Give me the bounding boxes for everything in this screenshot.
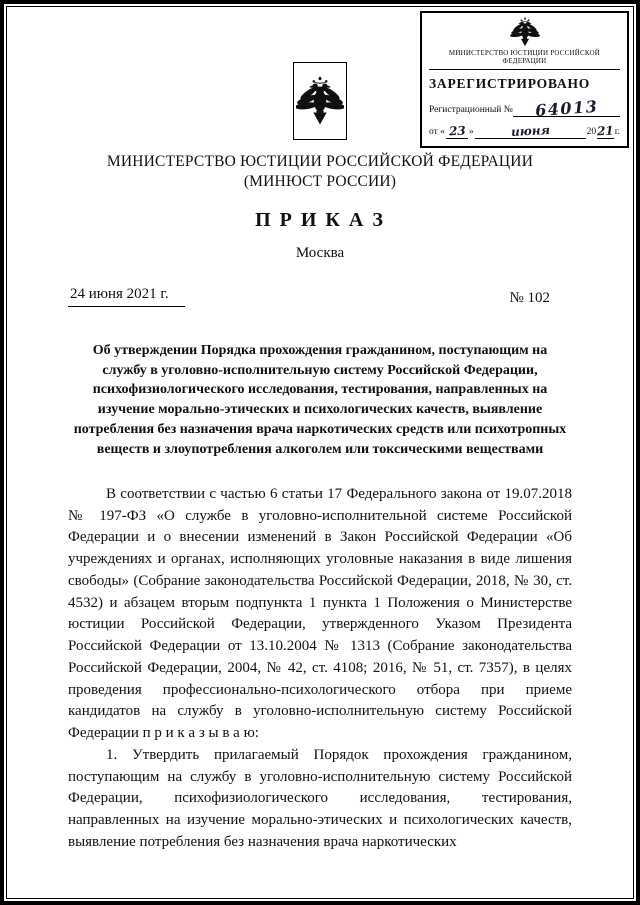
coat-of-arms-icon [508, 17, 542, 47]
ministry-name-line1: МИНИСТЕРСТВО ЮСТИЦИИ РОССИЙСКОЙ ФЕДЕРАЦИИ [106, 153, 534, 170]
stamp-date-close-quote: » [468, 127, 474, 137]
order-number: № 102 [509, 289, 550, 306]
stamp-registration-number-row [429, 96, 620, 121]
registration-stamp [420, 11, 629, 148]
stamp-date-day-handwritten: 23 [448, 123, 466, 139]
body-paragraph: 1. Утвердить прилагаемый Порядок прохождения гражданином, поступающим на службу в уголовно-исполнительную систему Российской Федерации, психофизиологического исследования, тестирования, направленных на изучение морально-этических и психологических качеств, выявление потребления без назначения врача наркотических [68, 746, 572, 850]
stamp-ministry-name: МИНИСТЕРСТВО ЮСТИЦИИ РОССИЙСКОЙ ФЕДЕРАЦИИ [429, 47, 620, 70]
date-number-row [68, 286, 572, 307]
registration-number-label: Регистрационный № [429, 105, 513, 115]
stamp-date-row [429, 124, 620, 139]
letterhead-emblem-box [293, 62, 347, 140]
stamp-date-month-handwritten: июня [510, 122, 550, 140]
registration-number-handwritten: 64013 [534, 96, 599, 121]
ministry-name-line2: (МИНЮСТ РОССИИ) [243, 172, 397, 190]
order-subject-title: Об утверждении Порядка прохождения гражданином, поступающим на службу в уголовно-исполнительную систему Российской Федерации, психофизиологического исследования, тестирования, направленных на изучение морально-этических и психологических качеств, выявление потребления без назначения врача наркотических средств или психотропных веществ и злоупотребления алкоголем или токсическими веществами [73, 342, 567, 458]
body-paragraph: В соответствии с частью 6 статьи 17 Федерального закона от 19.07.2018 № 197-ФЗ «О службе в уголовно-исполнительной системе Российской Федерации и о внесении изменений в Закон Российской Федерации «Об учреждениях и органах, исполняющих уголовные наказания в виде лишения свободы» (Собрание законодательства Российской Федерации, 2018, № 30, ст. 4532) и абзацем вторым подпункта 1 пункта 1 Положения о Министерстве юстиции Российской Федерации, утвержденного Указом Президента Российской Федерации от 13.10.2004 № 1313 (Собрание законодательства Российской Федерации, 2004, № 42, ст. 4108; 2016, № 51, ст. 7357), в целях проведения профессионально-психологического отбора при приеме кандидатов на службу в уголовно-исполнительную систему Российской Федерации п р и к а з ы в а ю: [68, 485, 572, 742]
stamp-registered-label: ЗАРЕГИСТРИРОВАНО [429, 76, 591, 91]
stamp-date-from-label: от « [429, 127, 445, 137]
stamp-date-month-blank [475, 124, 586, 139]
stamp-date-day-blank [446, 124, 468, 139]
order-body [68, 484, 572, 854]
coat-of-arms-icon [296, 65, 344, 137]
stamp-date-suffix: г. [614, 127, 620, 137]
letterhead-ministry-name [4, 152, 636, 192]
stamp-date-year-handwritten: 21 [596, 123, 615, 139]
document-type-heading: П Р И К А З [255, 208, 385, 231]
registration-number-blank [513, 96, 620, 121]
stamp-date-year-blank [597, 124, 614, 139]
order-date: 24 июня 2021 г. [68, 286, 185, 307]
stamp-date-year-prefix: 20 [586, 127, 597, 137]
issue-city: Москва [295, 244, 345, 261]
